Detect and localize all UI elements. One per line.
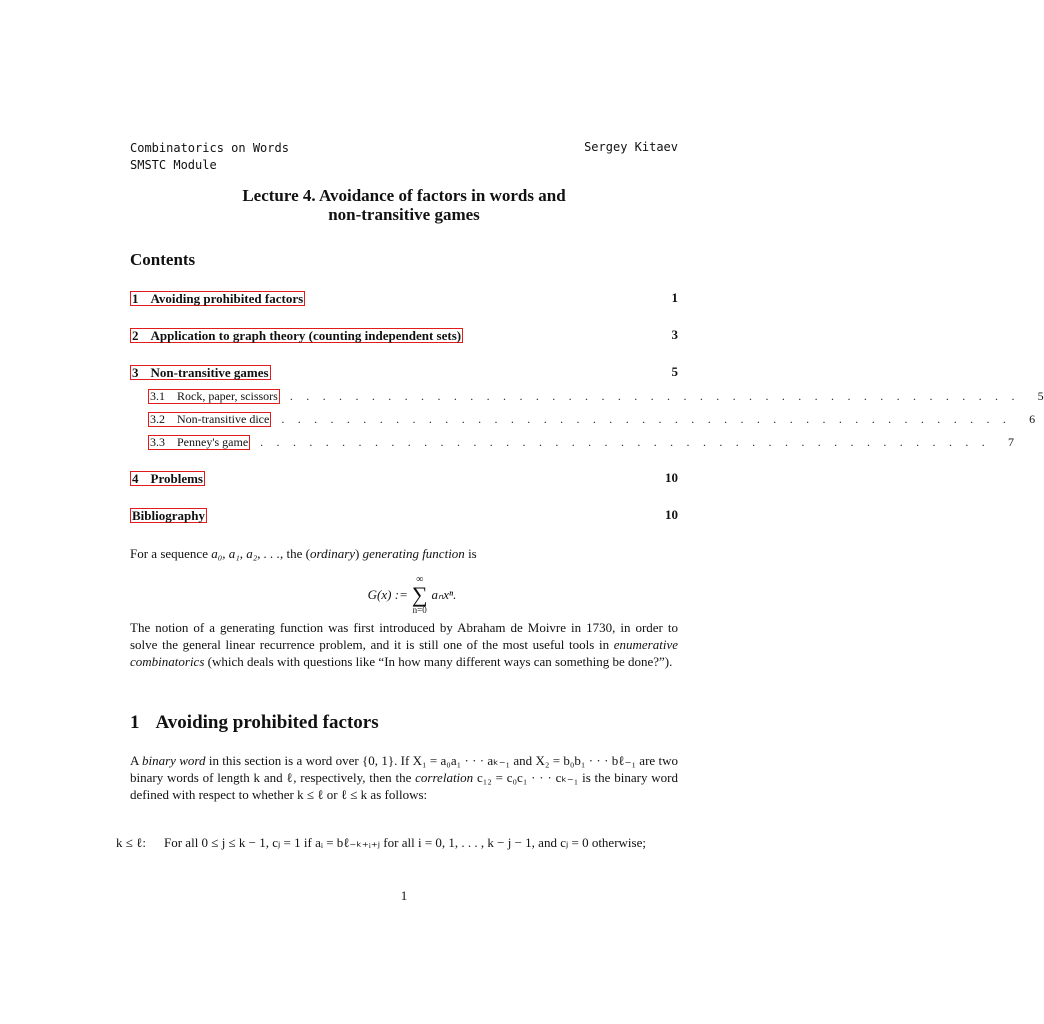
formula-rhs: aₙxⁿ. bbox=[431, 587, 457, 602]
toc-number: 3 bbox=[132, 364, 139, 380]
text: For a sequence bbox=[130, 546, 212, 561]
toc-link-avoiding-prohibited-factors[interactable] bbox=[130, 291, 305, 306]
text: A bbox=[130, 753, 142, 768]
toc-label: Penney's game bbox=[177, 434, 249, 449]
toc-label: Bibliography bbox=[132, 507, 205, 523]
module-name: SMSTC Module bbox=[130, 158, 217, 172]
toc-label: Rock, paper, scissors bbox=[177, 388, 278, 403]
case-k-le-l bbox=[116, 834, 680, 851]
toc-page: 3 bbox=[671, 327, 678, 342]
text: is bbox=[464, 546, 477, 561]
history-paragraph bbox=[130, 619, 678, 670]
toc-leader-dots: . . . . . . . . . . . . . . . . . . . . . . . . . . . . . . . . . . . . . . . . . . . . . bbox=[260, 434, 990, 449]
course-name: Combinatorics on Words bbox=[130, 141, 289, 155]
toc-label: Avoiding prohibited factors bbox=[150, 290, 304, 306]
toc-page: 10 bbox=[665, 507, 678, 522]
emphasis: generating function bbox=[362, 546, 465, 561]
sum-operator bbox=[412, 574, 428, 616]
section-number: 1 bbox=[130, 712, 140, 733]
binary-word-paragraph bbox=[130, 752, 678, 803]
section-1-heading bbox=[130, 712, 379, 734]
toc-page: 5 bbox=[1037, 388, 1044, 403]
toc-label: Non-transitive dice bbox=[177, 411, 270, 426]
toc-label: Application to graph theory (counting independent sets) bbox=[150, 327, 462, 343]
toc-page: 10 bbox=[665, 470, 678, 485]
text: The notion of a generating function was first introduced by Abraham de Moivre in 1730, in order to solve the general linear recurrence problem, and it is still one of the most useful tools in bbox=[130, 620, 678, 652]
emphasis: ordinary bbox=[310, 546, 356, 561]
toc-entry-3-1 bbox=[130, 388, 1044, 404]
toc-link-bibliography[interactable] bbox=[130, 508, 207, 523]
sequence-math: a₀, a₁, a₂, . . . bbox=[211, 546, 281, 561]
lecture-title bbox=[130, 186, 678, 224]
toc-number: 3.3 bbox=[150, 434, 165, 449]
toc-page: 1 bbox=[671, 290, 678, 305]
toc-link-graph-theory[interactable] bbox=[130, 328, 463, 343]
toc-page: 6 bbox=[1029, 411, 1036, 426]
emphasis: enumerative combinatorics bbox=[130, 637, 678, 669]
toc-leader-dots: . . . . . . . . . . . . . . . . . . . . . . . . . . . . . . . . . . . . . . . . . . . . . bbox=[289, 388, 1020, 403]
toc-leader-dots: . . . . . . . . . . . . . . . . . . . . . . . . . . . . . . . . . . . . . . . . . . . . . bbox=[281, 411, 1012, 426]
toc-number: 2 bbox=[132, 327, 139, 343]
emphasis: correlation bbox=[415, 770, 474, 785]
toc-number: 3.1 bbox=[150, 388, 165, 403]
toc-number: 4 bbox=[132, 470, 139, 486]
toc-number: 1 bbox=[132, 290, 139, 306]
case-label: k ≤ ℓ: bbox=[116, 835, 146, 850]
toc-link-penneys-game[interactable] bbox=[148, 435, 250, 450]
toc-entry-4 bbox=[130, 470, 678, 486]
section-title: Avoiding prohibited factors bbox=[155, 712, 379, 733]
toc-label: Problems bbox=[150, 470, 203, 486]
toc-link-non-transitive-dice[interactable] bbox=[148, 412, 271, 427]
toc-link-problems[interactable] bbox=[130, 471, 205, 486]
text: (which deals with questions like “In how many different ways can something be done?”). bbox=[204, 654, 673, 669]
author-name: Sergey Kitaev bbox=[584, 140, 678, 154]
toc-link-non-transitive-games[interactable] bbox=[130, 365, 271, 380]
case-text: For all 0 ≤ j ≤ k − 1, cⱼ = 1 if aᵢ = bℓ₋ₖ₊ᵢ₊ⱼ for all i = 0, 1, . . . , k − j − 1, and cⱼ = 0 otherwise; bbox=[164, 835, 646, 850]
toc-page: 7 bbox=[1007, 434, 1014, 449]
sigma-icon: ∑ bbox=[411, 582, 428, 607]
sum-lower-limit: n=0 bbox=[412, 605, 427, 615]
emphasis: binary word bbox=[142, 753, 206, 768]
toc-number: 3.2 bbox=[150, 411, 165, 426]
sum-upper-limit: ∞ bbox=[416, 574, 424, 585]
title-line-2: non-transitive games bbox=[328, 205, 480, 224]
toc-entry-3-2 bbox=[130, 411, 1036, 427]
toc-entry-3-3 bbox=[130, 434, 1014, 450]
title-line-1: Lecture 4. Avoidance of factors in words and bbox=[242, 186, 566, 205]
text: in this section is a word over {0, 1}. If X₁ = a₀a₁ · · · aₖ₋₁ and X₂ = b₀b₁ · · · bℓ₋₁ are two binary words of length k and ℓ, respectively, then the bbox=[130, 753, 678, 785]
text: c₁₂ = c₀c₁ · · · cₖ₋₁ is the binary word defined with respect to whether k ≤ ℓ or ℓ ≤ k as follows: bbox=[130, 770, 678, 802]
contents-heading: Contents bbox=[130, 250, 196, 269]
gf-intro-paragraph bbox=[130, 545, 678, 562]
toc-entry-2 bbox=[130, 327, 678, 343]
toc-label: Non-transitive games bbox=[150, 364, 269, 380]
generating-function-formula bbox=[130, 574, 678, 614]
toc-entry-bibliography bbox=[130, 507, 678, 523]
toc-page: 5 bbox=[671, 364, 678, 379]
toc-entry-3 bbox=[130, 364, 678, 380]
text: , the ( bbox=[280, 546, 310, 561]
running-header-left bbox=[130, 140, 289, 174]
toc-entry-1 bbox=[130, 290, 678, 306]
page-number: 1 bbox=[400, 888, 408, 903]
toc-link-rock-paper-scissors[interactable] bbox=[148, 389, 280, 404]
formula-lhs: G(x) := bbox=[367, 587, 408, 602]
text: ) bbox=[355, 546, 363, 561]
